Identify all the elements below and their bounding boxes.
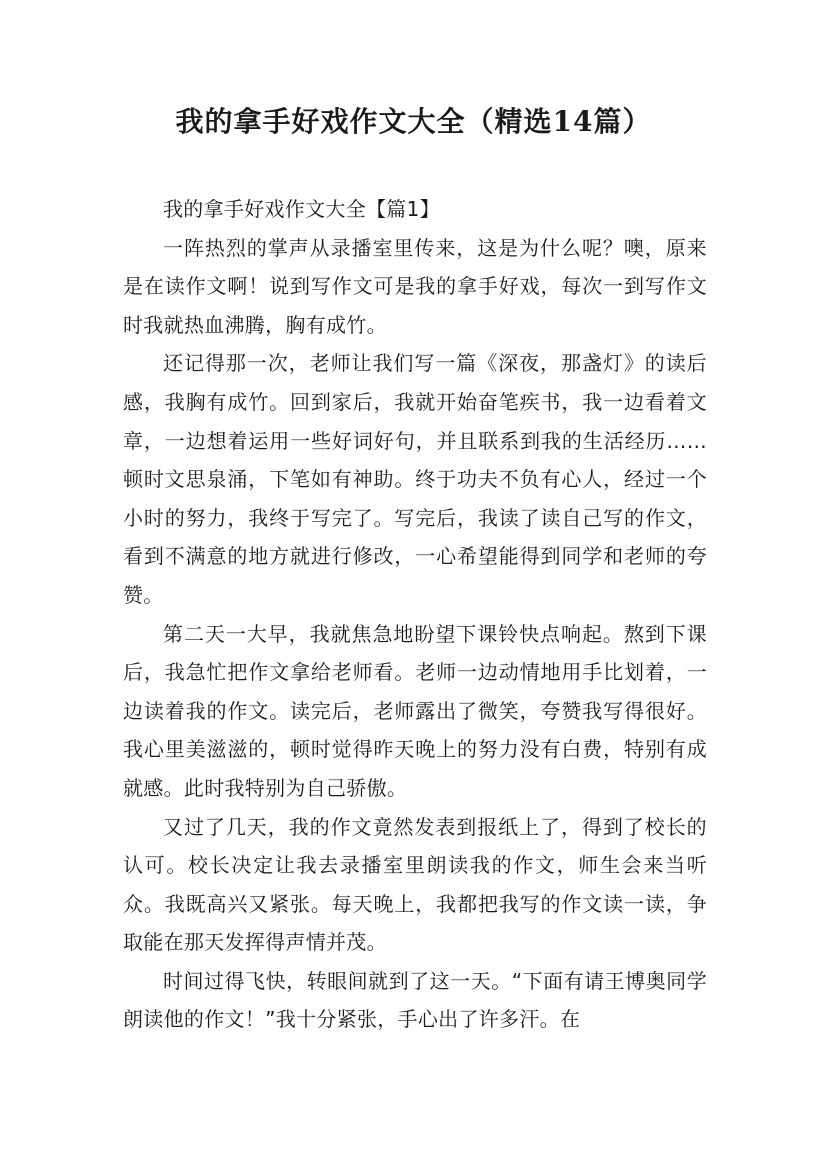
section-heading: 我的拿手好戏作文大全【篇1】: [163, 197, 440, 221]
paragraph: 又过了几天，我的作文竟然发表到报纸上了，得到了校长的认可。校长决定让我去录播室里朗读我的作文，师生会来当听众。我既高兴又紧张。每天晚上，我都把我写的作文读一读，争取能在那天发挥得声情并茂。: [123, 814, 707, 955]
paragraph: 第二天一大早，我就焦急地盼望下课铃快点响起。熬到下课后，我急忙把作文拿给老师看。老师一边动情地用手比划着，一边读着我的作文。读完后，老师露出了微笑，夸赞我写得很好。我心里美滋滋的，顿时觉得昨天晚上的努力没有白费，特别有成就感。此时我特别为自己骄傲。: [123, 621, 707, 800]
paragraph: 时间过得飞快，转眼间就到了这一天。“下面有请王博奥同学朗读他的作文！”我十分紧张，手心出了许多汗。在: [123, 968, 707, 1032]
paragraph: 还记得那一次，老师让我们写一篇《深夜，那盏灯》的读后感，我胸有成竹。回到家后，我就开始奋笔疾书，我一边看着文章，一边想着运用一些好词好句，并且联系到我的生活经历……顿时文思泉涌，下笔如有神助。终于功夫不负有心人，经过一个小时的努力，我终于写完了。写完后，我读了读自己写的作文，看到不满意的地方就进行修改，一心希望能得到同学和老师的夸赞。: [123, 351, 707, 607]
document-title: 我的拿手好戏作文大全（精选14篇）: [175, 105, 652, 138]
paragraph: 一阵热烈的掌声从录播室里传来，这是为什么呢？噢，原来是在读作文啊！说到写作文可是我的拿手好戏，每次一到写作文时我就热血沸腾，胸有成竹。: [123, 235, 707, 337]
article-body: [123, 190, 707, 1039]
